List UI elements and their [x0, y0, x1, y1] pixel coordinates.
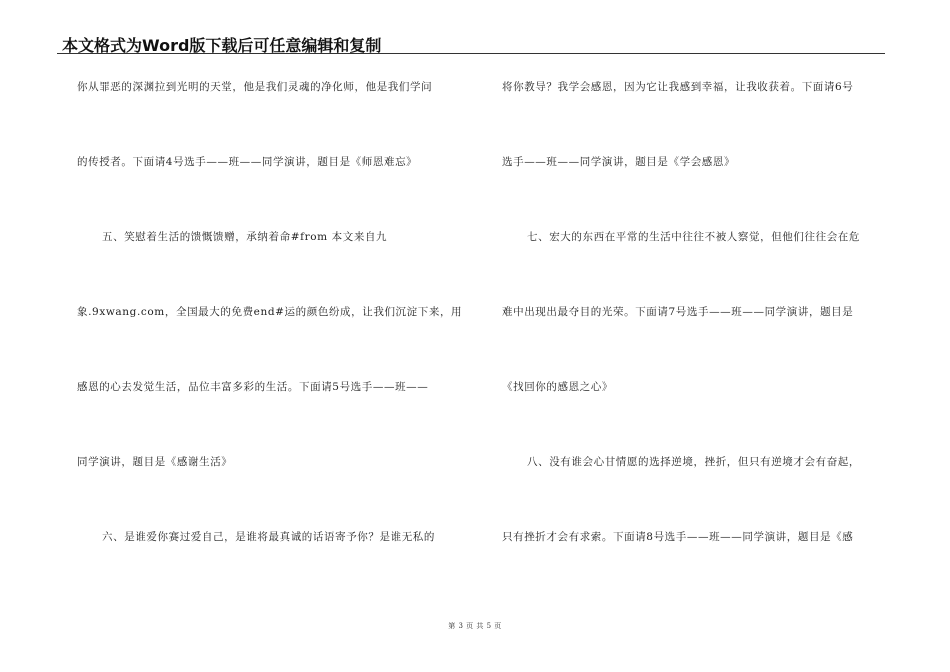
text-line: 《找回你的感恩之心》: [502, 381, 613, 393]
text-line: 只有挫折才会有求索。下面请8号选手——班——同学演讲，题目是《感: [502, 531, 854, 543]
document-header-title: 本文格式为Word版下载后可任意编辑和复制: [62, 36, 382, 55]
text-line: 象.9xwang.com，全国最大的免费end#运的颜色纷成，让我们沉淀下来，用: [77, 306, 463, 318]
text-line: 七、宏大的东西在平常的生活中往往不被人察觉，但他们往往会在危: [527, 231, 860, 243]
page-number-footer: 第 3 页 共 5 页: [448, 622, 502, 630]
text-line: 感恩的心去发觉生活，品位丰富多彩的生活。下面请5号选手——班——: [77, 381, 429, 393]
text-line: 六、是谁爱你赛过爱自己，是谁将最真诚的话语寄予你？是谁无私的: [102, 531, 435, 543]
text-line: 五、笑慰着生活的馈慨馈赠，承纳着命#from 本文来自九: [102, 231, 388, 243]
text-line: 同学演讲，题目是《感谢生活》: [77, 456, 233, 468]
text-line: 八、没有谁会心甘情愿的选择逆境，挫折，但只有逆境才会有奋起，: [527, 456, 860, 468]
text-line: 难中出现出最夺目的光荣。下面请7号选手——班——同学演讲，题目是: [502, 306, 854, 318]
header-divider: [57, 53, 885, 54]
text-line: 选手——班——同学演讲，题目是《学会感恩》: [502, 156, 736, 168]
text-line: 你从罪恶的深渊拉到光明的天堂，他是我们灵魂的净化师，他是我们学问: [77, 81, 433, 93]
text-line: 的传授者。下面请4号选手——班——同学演讲，题目是《师恩难忘》: [77, 156, 418, 168]
text-line: 将你教导？我学会感恩，因为它让我感到幸福，让我收获着。下面请6号: [502, 81, 854, 93]
